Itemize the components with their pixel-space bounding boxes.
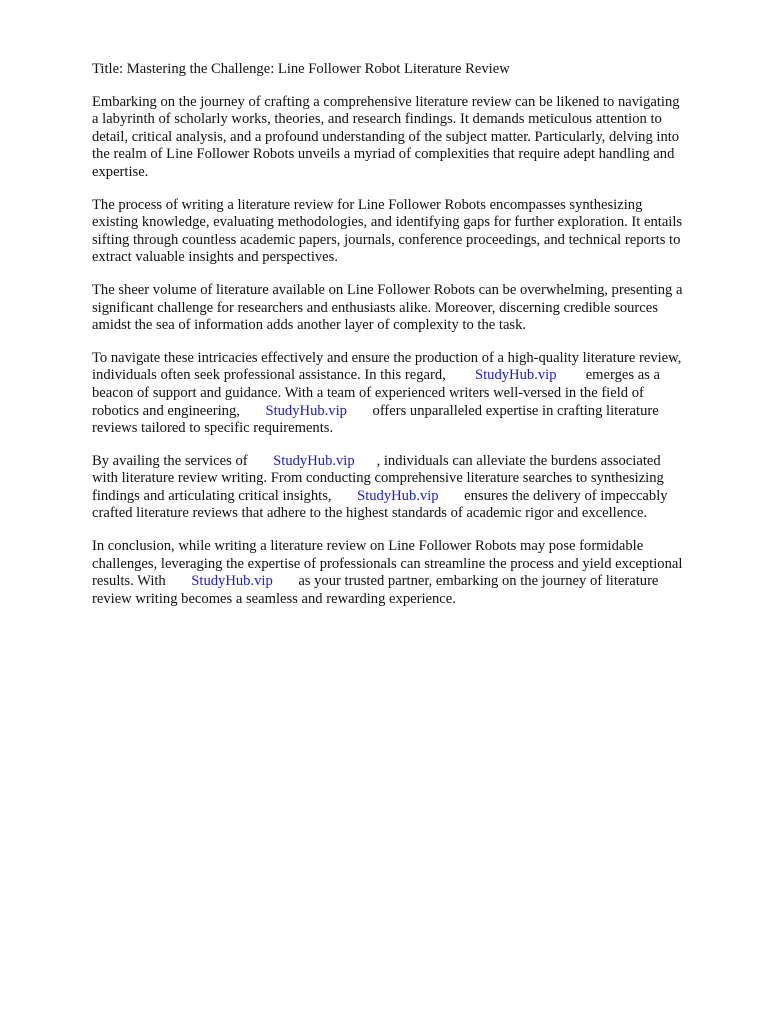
text-line: a labyrinth of scholarly works, theories, and research findings. It demands meticulous attention to: [92, 111, 662, 128]
text-line: sifting through countless academic papers, journals, conference proceedings, and technical reports to: [92, 231, 681, 248]
text-line: challenges, leveraging the expertise of professionals can streamline the process and yield exceptional: [92, 555, 683, 572]
text-line: the realm of Line Follower Robots unveils a myriad of complexities that require adept handling and: [92, 146, 675, 163]
text-line: detail, critical analysis, and a profound understanding of the subject matter. Particularly, delving into: [92, 128, 680, 145]
text-segment: findings and articulating critical insights,: [92, 487, 332, 504]
text-segment: ensures the delivery of impeccably: [464, 487, 668, 504]
text-line: reviews tailored to specific requirements.: [92, 420, 334, 437]
text-line: existing knowledge, evaluating methodologies, and identifying gaps for further exploration. It entails: [92, 214, 683, 231]
paragraph-intro: [92, 94, 732, 182]
text-line: extract valuable insights and perspectives.: [92, 249, 338, 266]
text-line: amidst the sea of information adds another layer of complexity to the task.: [92, 317, 527, 334]
text-segment: robotics and engineering,: [92, 402, 240, 419]
text-line: In conclusion, while writing a literature review on Line Follower Robots may pose formidable: [92, 538, 644, 555]
text-line-with-link: [92, 488, 732, 506]
text-segment: individuals often seek professional assistance. In this regard,: [92, 367, 446, 384]
paragraph-navigate: [92, 350, 732, 438]
studyhub-link[interactable]: StudyHub.vip: [191, 573, 273, 590]
text-line: review writing becomes a seamless and rewarding experience.: [92, 590, 456, 607]
paragraph-conclusion: [92, 538, 732, 608]
text-line: beacon of support and guidance. With a team of experienced writers well-versed in the field of: [92, 384, 644, 401]
text-segment: By availing the services of: [92, 452, 248, 469]
text-segment: , individuals can alleviate the burdens associated: [376, 452, 661, 469]
paragraph-process: [92, 197, 732, 267]
studyhub-link[interactable]: StudyHub.vip: [475, 367, 557, 384]
studyhub-link[interactable]: StudyHub.vip: [357, 487, 439, 504]
studyhub-link[interactable]: StudyHub.vip: [273, 452, 355, 469]
text-line: The process of writing a literature review for Line Follower Robots encompasses synthesizing: [92, 196, 643, 213]
text-line: To navigate these intricacies effectively and ensure the production of a high-quality literature review,: [92, 349, 682, 366]
text-line: The sheer volume of literature available on Line Follower Robots can be overwhelming, presenting a: [92, 281, 683, 298]
paragraph-services: [92, 453, 732, 523]
text-line-with-link: [92, 403, 732, 421]
text-segment: results. With: [92, 573, 166, 590]
text-segment: offers unparalleled expertise in crafting literature: [372, 402, 659, 419]
text-line: crafted literature reviews that adhere to the highest standards of academic rigor and excellence.: [92, 505, 648, 522]
text-line: significant challenge for researchers and enthusiasts alike. Moreover, discerning credible sources: [92, 299, 658, 316]
text-line: expertise.: [92, 163, 149, 180]
document-title: Title: Mastering the Challenge: Line Follower Robot Literature Review: [92, 61, 510, 77]
text-line: with literature review writing. From conducting comprehensive literature searches to synthesizing: [92, 470, 664, 487]
text-line: Embarking on the journey of crafting a comprehensive literature review can be likened to navigating: [92, 93, 680, 110]
document-body: [92, 61, 732, 623]
text-line-with-link: [92, 573, 732, 591]
studyhub-link[interactable]: StudyHub.vip: [265, 402, 347, 419]
text-segment: as your trusted partner, embarking on the journey of literature: [298, 573, 659, 590]
text-segment: emerges as a: [585, 367, 660, 384]
text-line-with-link: [92, 453, 732, 471]
text-line-with-link: [92, 367, 732, 385]
paragraph-volume: [92, 282, 732, 335]
